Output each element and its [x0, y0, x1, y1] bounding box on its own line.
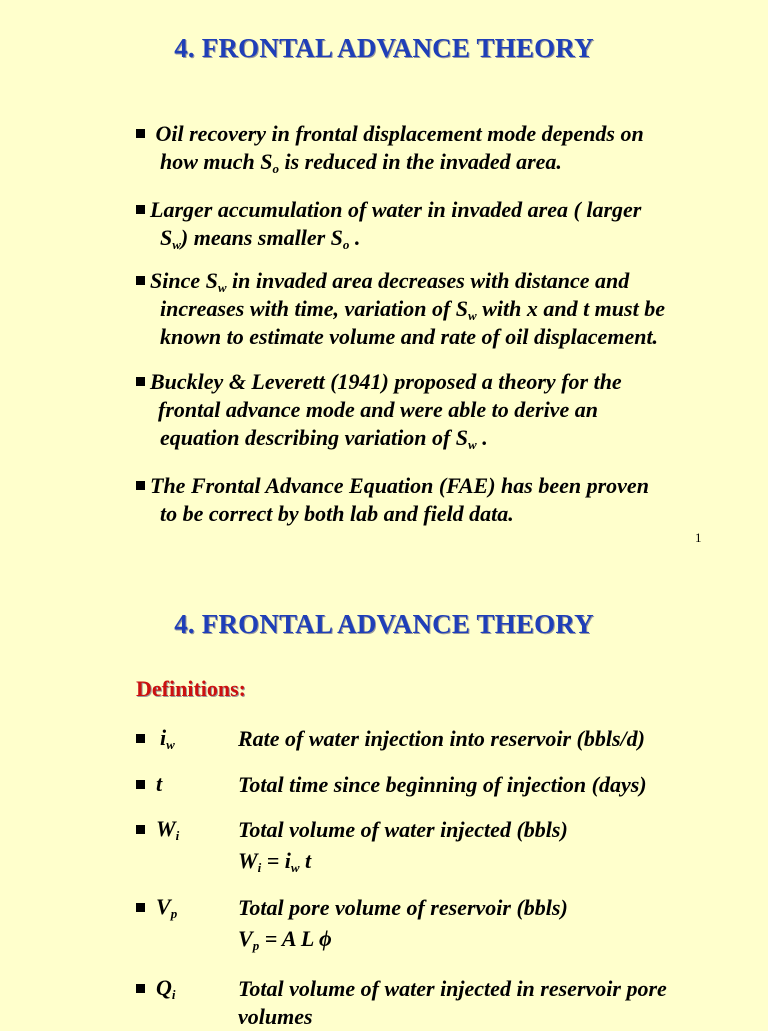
definition-text: Rate of water injection into reservoir (bbls/d)	[238, 726, 645, 751]
bullet-square-icon	[136, 276, 145, 285]
definition-text: Total volume of water injected (bbls)	[238, 817, 568, 842]
bullet-square-icon	[136, 825, 145, 834]
definition-symbol: $W_i$	[156, 816, 180, 843]
definitions-heading: Definitions:	[136, 676, 246, 701]
bullet-4: Buckley & Leverett (1941) proposed a theory for the frontal advance mode and were able to derive an equation describing variation of $S_w$ .	[136, 368, 736, 452]
definition-text: Total time since beginning of injection (days)	[238, 772, 647, 797]
definition-text: Total volume of water injected in reservoir pore volumes	[238, 976, 667, 1029]
definition-formula: $W_i = i_w$ t	[238, 848, 312, 875]
bullet-square-icon	[136, 984, 145, 993]
page-number: 1	[695, 530, 702, 545]
definition-text: Total pore volume of reservoir (bbls)	[238, 895, 568, 920]
bullet-square-icon	[136, 481, 145, 490]
definition-formula: $V_p = A$ L ϕ	[238, 926, 332, 953]
bullet-1: Oil recovery in frontal displacement mode depends on how much $S_o$ is reduced in the invaded area.	[136, 120, 736, 176]
bullet-5: The Frontal Advance Equation (FAE) has been proven to be correct by both lab and field data.	[136, 472, 736, 528]
bullet-square-icon	[136, 734, 145, 743]
definition-symbol: $Q_i$	[156, 975, 176, 1002]
bullet-square-icon	[136, 377, 145, 386]
slide2-title: 4. FRONTAL ADVANCE THEORY	[174, 609, 594, 639]
bullet-2: Larger accumulation of water in invaded area ( larger $S_w$) means smaller $S_o$ .	[136, 196, 736, 252]
bullet-3: Since $S_w$ in invaded area decreases with distance and increases with time, variation of $S_w$ with x and t must be known to estimate volume and rate of oil displacement.	[136, 267, 736, 351]
bullet-square-icon	[136, 903, 145, 912]
definition-symbol: t	[156, 771, 163, 796]
bullet-square-icon	[136, 129, 145, 138]
bullet-square-icon	[136, 205, 145, 214]
slide1-title: 4. FRONTAL ADVANCE THEORY	[174, 33, 594, 63]
definition-symbol: $V_p$	[156, 894, 178, 921]
bullet-square-icon	[136, 780, 145, 789]
definition-symbol: $i_w$	[160, 725, 175, 752]
